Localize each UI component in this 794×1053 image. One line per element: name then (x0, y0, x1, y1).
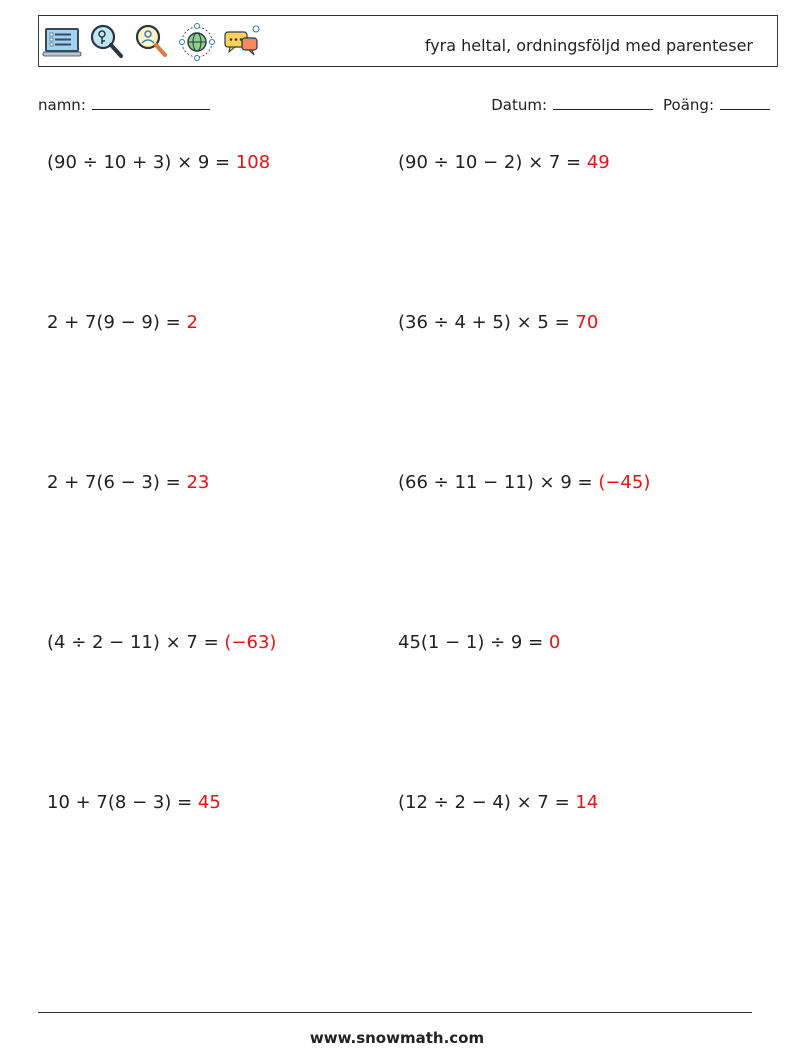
name-field (38, 93, 210, 114)
problem-expression: (90 ÷ 10 + 3) × 9 = (47, 152, 236, 173)
problem-expression: (90 ÷ 10 − 2) × 7 = (398, 152, 587, 173)
footer-url[interactable]: www.snowmath.com (309, 1029, 485, 1047)
problem-answer: 0 (548, 632, 561, 653)
score-label: Poäng: (663, 96, 714, 114)
problem-answer: 49 (586, 152, 610, 173)
problem-10 (398, 792, 598, 813)
problem-expression: 2 + 7(9 − 9) = (47, 312, 187, 333)
problem-answer: 23 (186, 472, 210, 493)
problem-answer: 2 (186, 312, 198, 333)
problem-answer: 70 (575, 312, 599, 333)
globe-network-icon (177, 22, 217, 62)
problem-expression: 2 + 7(6 − 3) = (47, 472, 187, 493)
worksheet-header (38, 15, 778, 67)
date-label: Datum: (491, 96, 548, 114)
score-blank[interactable] (720, 93, 770, 110)
problem-answer: 108 (235, 152, 271, 173)
header-icons (42, 20, 267, 64)
problem-4 (398, 312, 598, 333)
problem-answer: (−45) (598, 472, 651, 493)
laptop-checklist-icon (42, 22, 82, 62)
problem-expression: 45(1 − 1) ÷ 9 = (398, 632, 549, 653)
problem-expression: (36 ÷ 4 + 5) × 5 = (398, 312, 576, 333)
problem-6 (398, 472, 650, 493)
problem-answer: 14 (575, 792, 599, 813)
problem-answer: (−63) (224, 632, 277, 653)
magnifier-person-icon (132, 22, 172, 62)
magnifier-key-icon (87, 22, 127, 62)
problem-7 (47, 632, 276, 653)
name-blank[interactable] (92, 93, 210, 110)
problem-1 (47, 152, 270, 173)
name-label: namn: (38, 96, 86, 114)
problem-expression: (12 ÷ 2 − 4) × 7 = (398, 792, 576, 813)
problem-expression: (66 ÷ 11 − 11) × 9 = (398, 472, 599, 493)
problem-answer: 45 (197, 792, 221, 813)
chat-bubbles-icon (222, 22, 262, 62)
problem-expression: 10 + 7(8 − 3) = (47, 792, 198, 813)
date-score-fields (491, 93, 770, 114)
footer-divider (38, 1012, 752, 1013)
date-blank[interactable] (553, 93, 653, 110)
problem-2 (398, 152, 610, 173)
problem-8 (398, 632, 560, 653)
problem-9 (47, 792, 221, 813)
worksheet-title: fyra heltal, ordningsföljd med parenteser (424, 36, 753, 55)
problem-3 (47, 312, 198, 333)
problem-expression: (4 ÷ 2 − 11) × 7 = (47, 632, 225, 653)
problem-5 (47, 472, 209, 493)
